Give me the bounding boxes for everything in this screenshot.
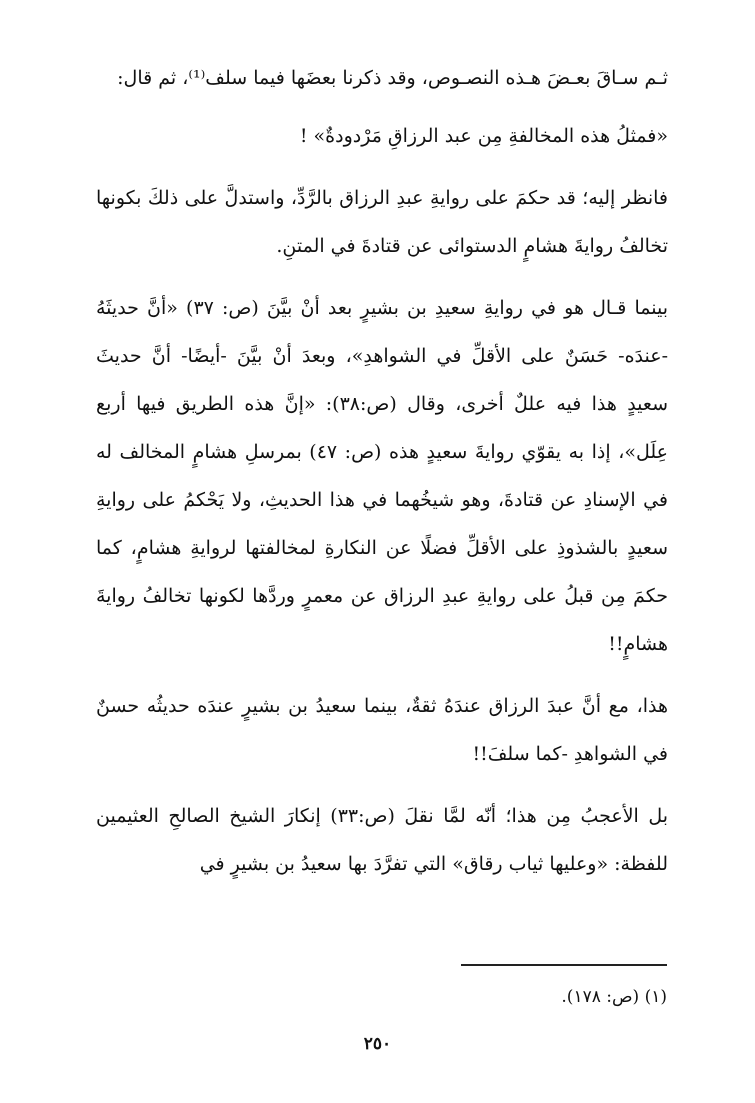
paragraph-1: ثـم سـاقَ بعـضَ هـذه النصـوص، وقد ذكرنا بعضَها فيما سلف⁽¹⁾، ثم قال:: [117, 67, 668, 89]
page-body: [96, 54, 668, 888]
paragraph-5: بل الأعجبُ مِن هذا؛ أنّه لمَّا نقلَ (ص:٣٣) إنكارَ الشيخ الصالحِ العثيمين للفظة: «وعليها ثياب رقاق» التي تفرَّدَ بها سعيدُ بن بشيرٍ في: [96, 805, 669, 875]
footnote-separator: [461, 964, 667, 966]
page-number: ٢٥٠: [363, 1034, 392, 1054]
footnote: (١) (ص: ١٧٨).: [561, 987, 667, 1007]
paragraph-3: بينما قـال هو في روايةِ سعيدِ بن بشيرٍ بعد أنْ بيَّنَ (ص: ٣٧) «أنَّ حديثَهُ -عندَه- حَسَنٌ على الأقلِّ في الشواهدِ»، وبعدَ أنْ بيَّنَ -أيضًا- أنَّ حديثَ سعيدٍ هذا فيه عللٌ أخرى، وقال (ص:٣٨): «إنَّ هذه الطريق فيها أربع عِلَل»، إذا به يقوّي روايةَ سعيدٍ هذه (ص: ٤٧) بمرسلِ هشامٍ المخالف له في الإسنادِ عن قتادةَ، وهو شيخُهما في هذا الحديثِ، ولا يَحْكمُ على روايةِ سعيدٍ بالشذوذِ على الأقلِّ فضلًا عن النكارةِ لمخالفتها لروايةِ هشامٍ، كما حكمَ مِن قبلُ على روايةِ عبدِ الرزاق عن معمرٍ وردَّها لكونها تخالفُ روايةَ هشامٍ!!: [96, 297, 669, 655]
paragraph-2: فانظر إليه؛ قد حكمَ على روايةِ عبدِ الرزاق بالرَّدِّ، واستدلَّ على ذلكَ بكونها تخالفُ روايةَ هشامٍ الدستوائى عن قتادةَ في المتنِ.: [96, 187, 668, 257]
paragraph-4: هذا، مع أنَّ عبدَ الرزاق عندَهُ ثقةٌ، بينما سعيدُ بن بشيرٍ عندَه حديثُه حسنٌ في الشواهدِ -كما سلفَ!!: [96, 695, 668, 765]
quoted-statement: «فمثلُ هذه المخالفةِ مِن عبد الرزاقِ مَرْدودةٌ» !: [299, 125, 668, 147]
